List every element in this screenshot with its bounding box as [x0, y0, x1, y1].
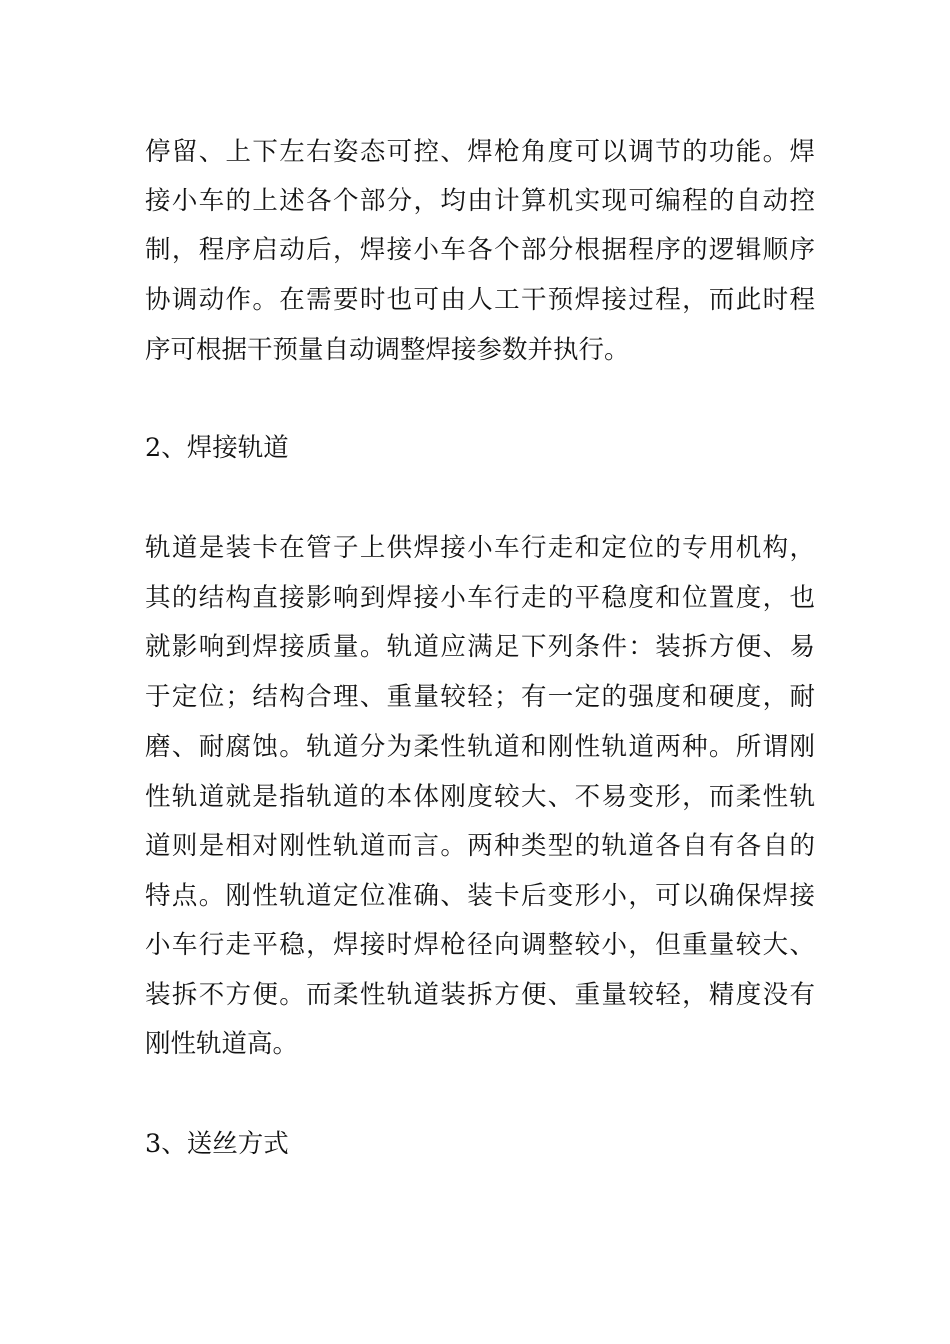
paragraph-line: 于定位；结构合理、重量较轻；有一定的强度和硬度，耐 [145, 682, 815, 712]
paragraph-line: 序可根据干预量自动调整焊接参数并执行。 [145, 335, 630, 365]
paragraph-line: 小车行走平稳，焊接时焊枪径向调整较小，但重量较大、 [145, 930, 815, 960]
paragraph-line: 刚性轨道高。 [145, 1029, 299, 1059]
paragraph-line: 性轨道就是指轨道的本体刚度较大、不易变形，而柔性轨 [145, 782, 815, 812]
paragraph-line: 磨、耐腐蚀。轨道分为柔性轨道和刚性轨道两种。所谓刚 [145, 732, 815, 762]
paragraph-line: 特点。刚性轨道定位准确、装卡后变形小，可以确保焊接 [145, 881, 815, 911]
paragraph-line: 制，程序启动后，焊接小车各个部分根据程序的逻辑顺序 [145, 235, 815, 265]
paragraph-line: 装拆不方便。而柔性轨道装拆方便、重量较轻，精度没有 [145, 980, 815, 1010]
paragraph-line: 协调动作。在需要时也可由人工干预焊接过程，而此时程 [145, 285, 815, 315]
paragraph-line: 就影响到焊接质量。轨道应满足下列条件：装拆方便、易 [145, 632, 815, 662]
paragraph-line: 接小车的上述各个部分，均由计算机实现可编程的自动控 [145, 186, 815, 216]
section-heading: 3、送丝方式 [145, 1129, 289, 1159]
section-heading: 2、焊接轨道 [145, 433, 289, 463]
paragraph-line: 道则是相对刚性轨道而言。两种类型的轨道各自有各自的 [145, 831, 815, 861]
paragraph-line: 其的结构直接影响到焊接小车行走的平稳度和位置度，也 [145, 583, 815, 613]
paragraph-line: 停留、上下左右姿态可控、焊枪角度可以调节的功能。焊 [145, 137, 815, 167]
paragraph-line: 轨道是装卡在管子上供焊接小车行走和定位的专用机构， [145, 533, 815, 563]
